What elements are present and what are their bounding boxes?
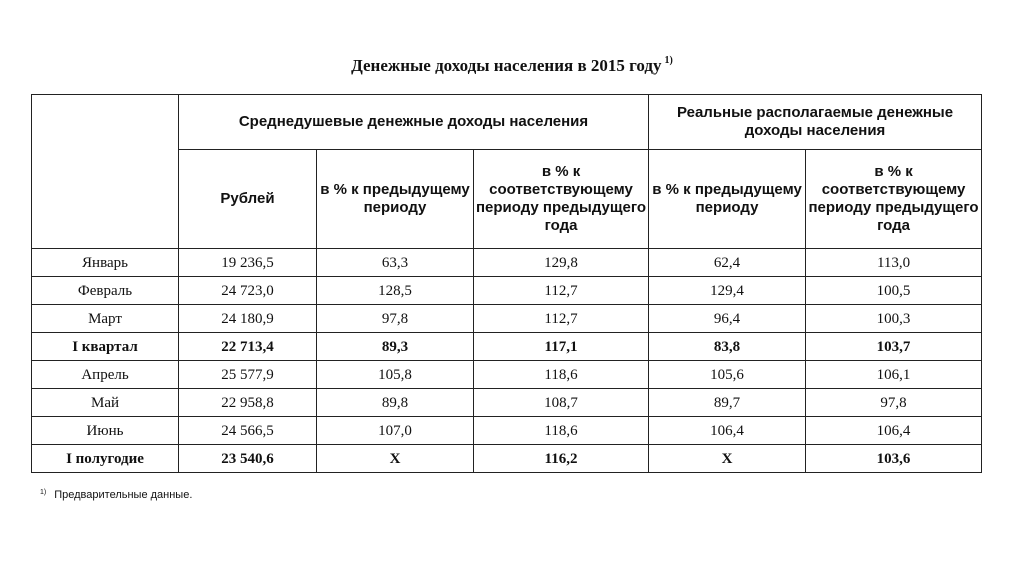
table-cell: 105,6	[649, 361, 806, 389]
table-cell: 19 236,5	[179, 249, 317, 277]
table-row	[32, 361, 982, 389]
table-cell: 24 723,0	[179, 277, 317, 305]
table-header	[32, 95, 982, 249]
table-cell: 113,0	[806, 249, 982, 277]
table-cell: 107,0	[317, 417, 474, 445]
col-header: в % к предыдущему периоду	[317, 150, 474, 249]
table-cell: 22 958,8	[179, 389, 317, 417]
row-label: I квартал	[32, 333, 179, 361]
table-cell: 89,8	[317, 389, 474, 417]
row-label: Июнь	[32, 417, 179, 445]
table-row	[32, 389, 982, 417]
table-row	[32, 305, 982, 333]
col-header: в % к соответствующему периоду предыдущего года	[474, 150, 649, 249]
table-cell: 106,1	[806, 361, 982, 389]
table-cell: 103,7	[806, 333, 982, 361]
table-cell: 89,3	[317, 333, 474, 361]
table-cell: 118,6	[474, 361, 649, 389]
table-cell: 116,2	[474, 445, 649, 473]
footnote	[40, 489, 192, 501]
table-cell: 23 540,6	[179, 445, 317, 473]
table-row	[32, 445, 982, 473]
table-cell: 63,3	[317, 249, 474, 277]
table-cell: 105,8	[317, 361, 474, 389]
col-header: Рублей	[179, 150, 317, 249]
table-row	[32, 333, 982, 361]
table-cell: 22 713,4	[179, 333, 317, 361]
footnote-text: Предварительные данные.	[54, 489, 193, 501]
table-cell: 106,4	[806, 417, 982, 445]
table-cell: 97,8	[317, 305, 474, 333]
table-body	[32, 249, 982, 473]
table-cell: 89,7	[649, 389, 806, 417]
table-cell: 24 180,9	[179, 305, 317, 333]
table-cell: 117,1	[474, 333, 649, 361]
title-text: Денежные доходы населения в 2015 году	[351, 56, 662, 75]
title-footnote-mark: 1)	[664, 55, 673, 66]
table-cell: 129,8	[474, 249, 649, 277]
income-table	[31, 94, 982, 473]
group-header-avg-income: Среднедушевые денежные доходы населения	[179, 95, 649, 150]
table-cell: 100,5	[806, 277, 982, 305]
table-cell: 128,5	[317, 277, 474, 305]
footnote-mark: 1)	[40, 489, 47, 496]
table-cell: 96,4	[649, 305, 806, 333]
table-row	[32, 277, 982, 305]
table-cell: 118,6	[474, 417, 649, 445]
table-row	[32, 249, 982, 277]
table-cell: X	[317, 445, 474, 473]
group-header-real-income: Реальные располагаемые денежные доходы населения	[649, 95, 982, 150]
table-cell: 100,3	[806, 305, 982, 333]
table-cell: 62,4	[649, 249, 806, 277]
table-cell: 97,8	[806, 389, 982, 417]
row-label: Апрель	[32, 361, 179, 389]
table-row	[32, 417, 982, 445]
row-label: Февраль	[32, 277, 179, 305]
page-title	[0, 55, 1024, 76]
table-cell: 83,8	[649, 333, 806, 361]
table-cell: X	[649, 445, 806, 473]
table-cell: 129,4	[649, 277, 806, 305]
table-cell: 112,7	[474, 305, 649, 333]
table-cell: 106,4	[649, 417, 806, 445]
col-header: в % к соответствующему периоду предыдущего года	[806, 150, 982, 249]
row-label: Март	[32, 305, 179, 333]
row-label-header	[32, 95, 179, 249]
table-cell: 103,6	[806, 445, 982, 473]
table-cell: 112,7	[474, 277, 649, 305]
table-cell: 24 566,5	[179, 417, 317, 445]
col-header: в % к предыдущему периоду	[649, 150, 806, 249]
table-cell: 108,7	[474, 389, 649, 417]
row-label: Май	[32, 389, 179, 417]
row-label: I полугодие	[32, 445, 179, 473]
table-cell: 25 577,9	[179, 361, 317, 389]
row-label: Январь	[32, 249, 179, 277]
